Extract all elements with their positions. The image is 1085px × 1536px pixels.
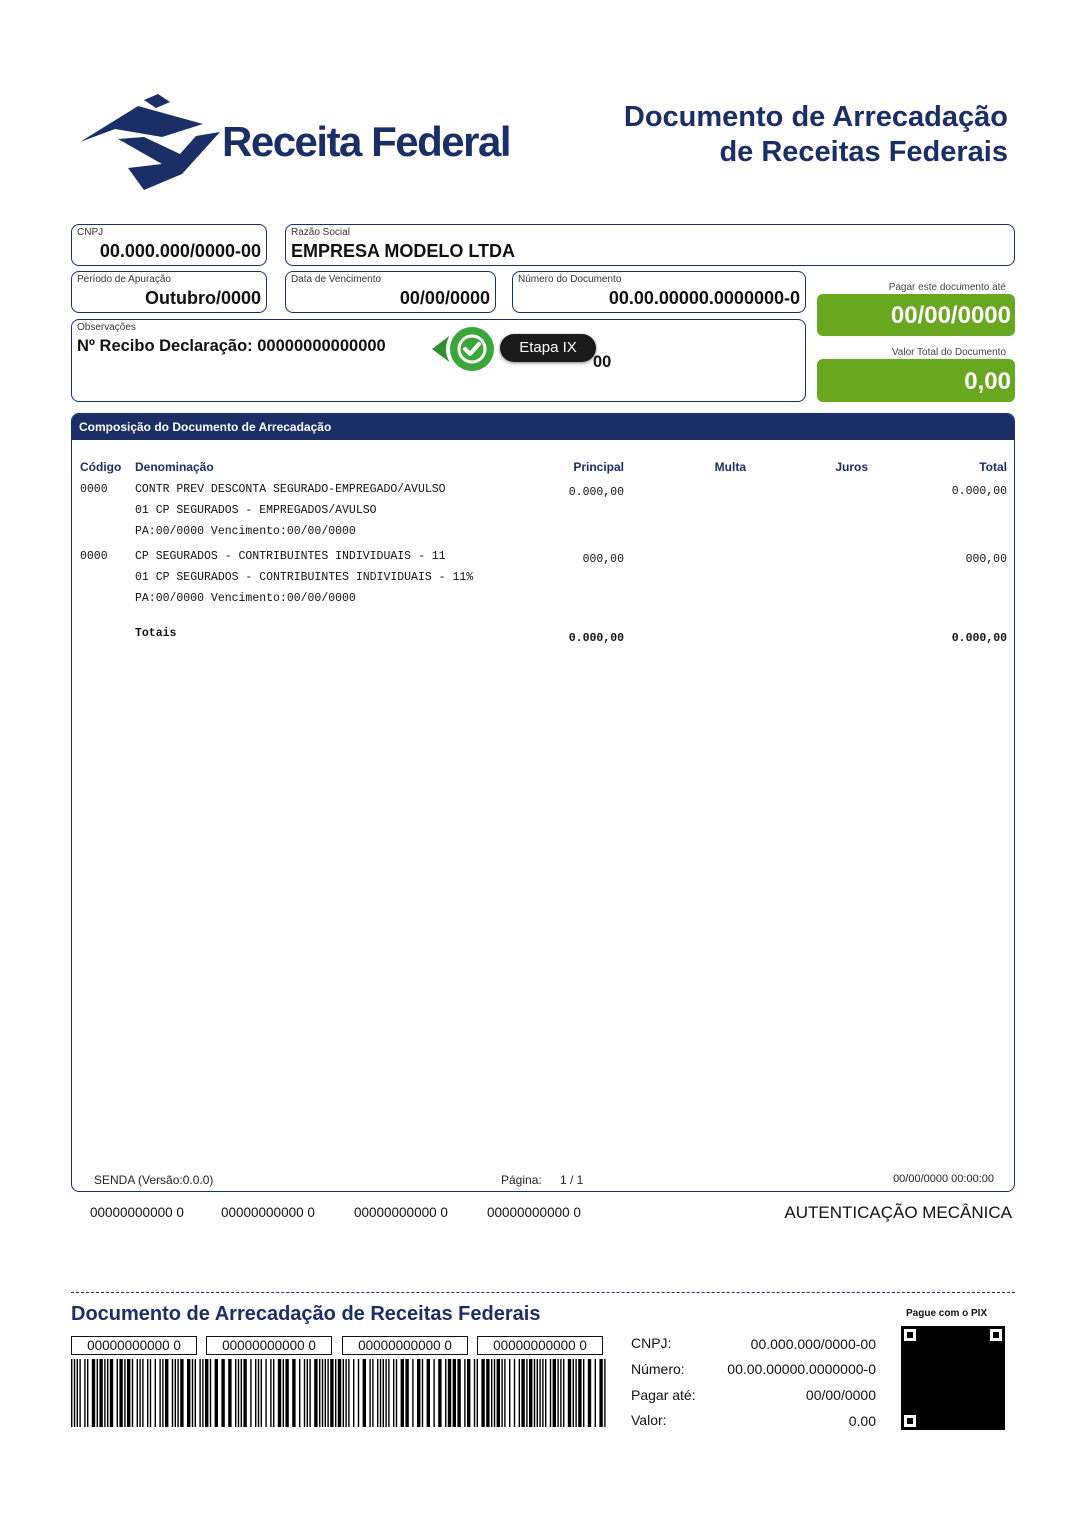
- vencimento-value: 00/00/0000: [399, 288, 490, 308]
- periodo-apuracao-field: [71, 271, 267, 313]
- observacoes-trail: 00: [593, 353, 612, 371]
- slip-pagar-label: Pagar até:: [631, 1387, 696, 1403]
- numero-label: Número do Documento: [518, 274, 622, 285]
- etapa-badge-icon: [430, 320, 500, 378]
- barcode-digits-3: 00000000000 0: [354, 1205, 448, 1220]
- table-row-codigo: 0000: [80, 483, 108, 496]
- numero-documento-field: [512, 271, 806, 313]
- table-row-total: 0.000,00: [951, 485, 1007, 498]
- numero-value: 00.00.00000.0000000-0: [608, 288, 800, 308]
- composicao-title: Composição do Documento de Arrecadação: [72, 414, 1014, 440]
- col-header-denominacao: Denominação: [135, 460, 214, 474]
- table-row-line3: PA:00/0000 Vencimento:00/00/0000: [135, 592, 356, 605]
- table-row-line1: CP SEGURADOS - CONTRIBUINTES INDIVIDUAIS - 11: [135, 550, 446, 563]
- observacoes-label: Observações: [77, 322, 136, 333]
- vencimento-label: Data de Vencimento: [291, 274, 382, 285]
- slip-numero-value: 00.00.00000.0000000-0: [727, 1361, 876, 1377]
- page-label: Página:: [501, 1173, 542, 1187]
- col-header-juros: Juros: [835, 460, 868, 474]
- barcode-digits-4: 00000000000 0: [487, 1205, 581, 1220]
- composicao-panel: [71, 413, 1015, 1192]
- periodo-label: Período de Apuração: [77, 274, 171, 285]
- table-row-line3: PA:00/0000 Vencimento:00/00/0000: [135, 525, 356, 538]
- cnpj-value: 00.000.000/0000-00: [99, 241, 261, 261]
- table-row-principal: 0.000,00: [568, 486, 624, 499]
- observacoes-text: Nº Recibo Declaração: 00000000000000: [77, 337, 386, 355]
- valor-total-label: Valor Total do Documento: [891, 347, 1006, 358]
- cnpj-field: [71, 224, 267, 266]
- pagar-ate-label: Pagar este documento até: [888, 282, 1006, 293]
- cnpj-label: CNPJ: [77, 227, 104, 238]
- razao-social-value: EMPRESA MODELO LTDA: [291, 241, 515, 261]
- slip-digits-4: 00000000000 0: [477, 1336, 603, 1355]
- slip-digits-3: 00000000000 0: [342, 1336, 468, 1355]
- table-row-line2: 01 CP SEGURADOS - CONTRIBUINTES INDIVIDUAIS - 11%: [135, 571, 474, 584]
- col-header-multa: Multa: [714, 460, 746, 474]
- pix-title: Pague com o PIX: [906, 1308, 988, 1319]
- table-row-codigo: 0000: [80, 550, 108, 563]
- slip-title: Documento de Arrecadação de Receitas Federais: [71, 1303, 541, 1325]
- pix-qr-code-icon: [901, 1326, 1005, 1430]
- slip-valor-label: Valor:: [631, 1412, 667, 1428]
- cut-line: [71, 1292, 1015, 1293]
- slip-digits-2: 00000000000 0: [206, 1336, 332, 1355]
- slip-numero-label: Número:: [631, 1361, 685, 1377]
- razao-social-field: [285, 224, 1015, 266]
- page-number: 1 / 1: [560, 1173, 584, 1187]
- table-row-line2: 01 CP SEGURADOS - EMPREGADOS/AVULSO: [135, 504, 377, 517]
- slip-pagar-value: 00/00/0000: [805, 1387, 876, 1403]
- slip-cnpj-value: 00.000.000/0000-00: [750, 1336, 876, 1352]
- table-row-line1: CONTR PREV DESCONTA SEGURADO-EMPREGADO/AVULSO: [135, 483, 446, 496]
- col-header-total: Total: [979, 460, 1007, 474]
- barcode-digits-1: 00000000000 0: [90, 1205, 184, 1220]
- slip-cnpj-label: CNPJ:: [631, 1335, 672, 1351]
- totais-label: Totais: [135, 627, 177, 640]
- col-header-codigo: Código: [80, 460, 122, 474]
- periodo-value: Outubro/0000: [144, 288, 261, 308]
- pagar-ate-value: 00/00/0000: [817, 294, 1015, 336]
- totais-total: 0.000,00: [951, 632, 1007, 645]
- autenticacao-mecanica: AUTENTICAÇÃO MECÂNICA: [784, 1203, 1012, 1222]
- slip-valor-value: 0.00: [848, 1413, 876, 1429]
- table-row-principal: 000,00: [582, 553, 624, 566]
- document-title: [624, 100, 1008, 170]
- razao-social-label: Razão Social: [291, 227, 350, 238]
- etapa-badge-label[interactable]: Etapa IX: [500, 334, 596, 362]
- document-title-line2: de Receitas Federais: [719, 136, 1008, 168]
- brand-name: Receita Federal: [222, 118, 510, 165]
- col-header-principal: Principal: [573, 460, 624, 474]
- data-vencimento-field: [285, 271, 496, 313]
- slip-digits-1: 00000000000 0: [71, 1336, 197, 1355]
- barcode-digits-2: 00000000000 0: [221, 1205, 315, 1220]
- totais-principal: 0.000,00: [568, 632, 624, 645]
- table-row-total: 000,00: [965, 553, 1007, 566]
- valor-total-value: 0,00: [817, 359, 1015, 402]
- emission-datetime: 00/00/0000 00:00:00: [893, 1173, 994, 1185]
- barcode-image: [71, 1359, 607, 1427]
- senda-version: SENDA (Versão:0.0.0): [94, 1173, 214, 1187]
- document-title-line1: Documento de Arrecadação: [623, 101, 1008, 133]
